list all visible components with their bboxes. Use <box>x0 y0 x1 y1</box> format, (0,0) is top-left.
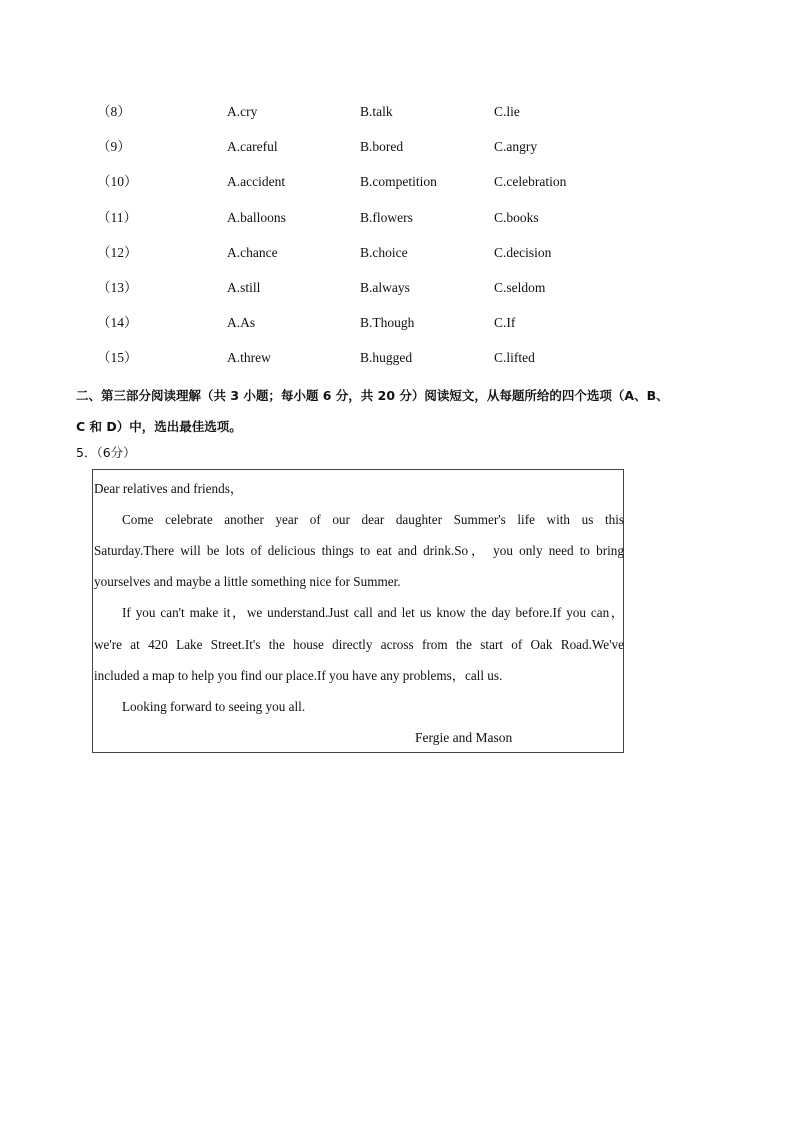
letter-signature: Fergie and Mason <box>415 730 513 745</box>
question-label: 5．（6分） <box>76 445 136 460</box>
option-b: B.always <box>360 279 410 295</box>
option-c: C.If <box>494 315 516 331</box>
option-a: A.As <box>227 315 256 331</box>
question-number: （8） <box>97 104 131 119</box>
question-number: （15） <box>97 350 138 366</box>
option-a: A.threw <box>227 350 271 366</box>
question-number: （11） <box>97 209 137 225</box>
option-a: A.cry <box>227 104 258 119</box>
letter-line: Saturday.There will be lots of delicious things to eat and drink.So， you only need to bring <box>94 543 624 558</box>
letter-line: Looking forward to seeing you all. <box>122 699 306 714</box>
question-number: （10） <box>97 174 138 190</box>
option-row-10 <box>97 170 617 205</box>
option-b: B.competition <box>360 174 437 190</box>
option-c: C.lifted <box>494 350 535 366</box>
option-b: B.choice <box>360 244 408 260</box>
option-b: B.hugged <box>360 350 413 366</box>
option-row-11 <box>97 206 617 241</box>
option-c: C.seldom <box>494 279 546 295</box>
letter-greeting: Dear relatives and friends， <box>94 481 244 496</box>
option-row-15 <box>97 346 617 381</box>
options-table <box>97 100 617 382</box>
letter-line: included a map to help you find our place.If you have any problems，call us. <box>94 668 503 683</box>
option-a: A.balloons <box>227 209 286 225</box>
letter-line: we're at 420 Lake Street.It's the house directly across from the start of Oak Road.We've <box>94 637 624 652</box>
option-b: B.flowers <box>360 209 413 225</box>
option-b: B.talk <box>360 104 393 119</box>
option-a: A.still <box>227 279 261 295</box>
option-a: A.chance <box>227 244 278 260</box>
option-a: A.careful <box>227 139 278 155</box>
option-row-9 <box>97 135 617 170</box>
section-heading-line-2: C 和 D）中，选出最佳选项。 <box>76 419 242 434</box>
letter-line: Come celebrate another year of our dear daughter Summer's life with us this <box>122 512 624 527</box>
option-row-12 <box>97 241 617 276</box>
question-number: （12） <box>97 244 138 260</box>
question-number: （14） <box>97 315 138 331</box>
question-number: （9） <box>97 139 131 155</box>
option-b: B.Though <box>360 315 415 331</box>
option-row-14 <box>97 311 617 346</box>
question-number: （13） <box>97 279 138 295</box>
section-heading-line-1: 二、第三部分阅读理解（共 3 小题；每小题 6 分，共 20 分）阅读短文，从每题所给的四个选项（A、B、 <box>76 388 669 403</box>
option-b: B.bored <box>360 139 404 155</box>
option-a: A.accident <box>227 174 286 190</box>
option-row-13 <box>97 276 617 311</box>
section-heading <box>76 380 726 442</box>
option-c: C.books <box>494 209 539 225</box>
option-row-8 <box>97 100 617 135</box>
option-c: C.celebration <box>494 174 567 190</box>
option-c: C.lie <box>494 104 520 119</box>
option-c: C.decision <box>494 244 552 260</box>
letter-box <box>92 469 624 753</box>
letter-line: If you can't make it，we understand.Just call and let us know the day before.If you can， <box>122 605 624 620</box>
option-c: C.angry <box>494 139 538 155</box>
letter-line: yourselves and maybe a little something nice for Summer. <box>94 574 401 589</box>
